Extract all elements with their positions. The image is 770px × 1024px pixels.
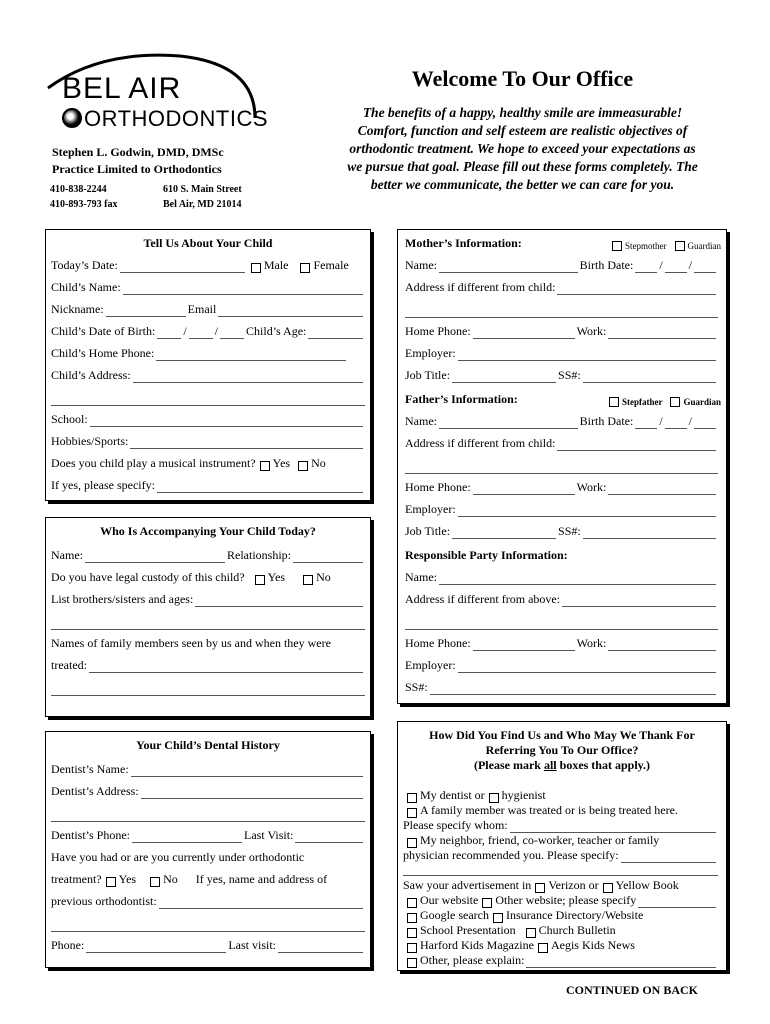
father-name-field[interactable]	[439, 417, 578, 429]
mother-guardian-checkbox[interactable]	[675, 241, 685, 251]
responsible-address-line2[interactable]	[405, 628, 718, 630]
doctor-name: Stephen L. Godwin, DMD, DMSc	[52, 145, 224, 159]
street: 610 S. Main Street	[163, 184, 242, 195]
responsible-home-phone-field[interactable]	[473, 639, 575, 651]
mother-title: Mother’s Information:	[405, 236, 522, 250]
accompany-title: Who Is Accompanying Your Child Today?	[100, 524, 316, 538]
mother-bd-year[interactable]	[694, 261, 716, 273]
father-work-field[interactable]	[608, 483, 716, 495]
responsible-employer-field[interactable]	[458, 661, 716, 673]
mother-work-field[interactable]	[608, 327, 716, 339]
dental-section: Your Child’s Dental History Dentist’s Name: Dentist’s Address: Dentist’s Phone: Last Visit: Have you had or are you currently under orthodontic treatment? Yes No If yes, name and address of previous orthodontist: Phone: Last visit:	[45, 731, 371, 968]
dob-month-field[interactable]	[157, 327, 181, 339]
nickname-field[interactable]	[106, 305, 186, 317]
instrument-no-checkbox[interactable]	[298, 461, 308, 471]
custody-no-checkbox[interactable]	[303, 575, 313, 585]
hygienist-checkbox[interactable]	[489, 793, 499, 803]
school-presentation-checkbox[interactable]	[407, 928, 417, 938]
previous-ortho-field[interactable]	[159, 897, 363, 909]
father-address-line2[interactable]	[405, 472, 718, 474]
continued-on-back: CONTINUED ON BACK	[566, 983, 699, 997]
tooth-globe-icon	[62, 108, 82, 128]
other-website-checkbox[interactable]	[482, 898, 492, 908]
child-address-field[interactable]	[133, 371, 363, 383]
mother-address-line2[interactable]	[405, 316, 718, 318]
parent-section: Mother’s Information: Stepmother Guardian Name: Birth Date: / / Address if different from child: Home Phone: Work: Employer: Job Title: SS#: Father’s Information: Stepfather Guardian Name: Birth Date: / / Address if different from child: Home Phone: Work: Employer: Job Title: SS#: Responsible Party Information: Name: Address if different from above: Home Phone: Work: Employer: SS#:	[397, 229, 727, 704]
father-bd-day[interactable]	[665, 417, 687, 429]
dentist-address-field[interactable]	[141, 787, 363, 799]
child-title: Tell Us About Your Child	[143, 236, 273, 250]
dob-day-field[interactable]	[189, 327, 213, 339]
our-website-checkbox[interactable]	[407, 898, 417, 908]
mother-address-field[interactable]	[557, 283, 716, 295]
stepmother-checkbox[interactable]	[612, 241, 622, 251]
siblings-field[interactable]	[195, 595, 363, 607]
child-address-line2[interactable]	[51, 404, 365, 406]
previous-ortho-line2[interactable]	[51, 930, 365, 932]
phone1: 410-838-2244	[50, 184, 107, 195]
responsible-title: Responsible Party Information:	[405, 548, 568, 562]
father-bd-year[interactable]	[694, 417, 716, 429]
email-field[interactable]	[218, 305, 363, 317]
mother-job-field[interactable]	[452, 371, 556, 383]
yellow-book-checkbox[interactable]	[603, 883, 613, 893]
my-dentist-checkbox[interactable]	[407, 793, 417, 803]
dental-title: Your Child’s Dental History	[136, 738, 280, 752]
responsible-address-field[interactable]	[562, 595, 716, 607]
harford-checkbox[interactable]	[407, 943, 417, 953]
treated-line2[interactable]	[51, 694, 365, 696]
welcome-title: Welcome To Our Office	[411, 66, 634, 91]
instrument-yes-checkbox[interactable]	[260, 461, 270, 471]
mother-ss-field[interactable]	[583, 371, 716, 383]
specify-whom-field[interactable]	[510, 821, 716, 833]
hobbies-field[interactable]	[130, 437, 363, 449]
practice-limit: Practice Limited to Orthodontics	[52, 162, 222, 176]
family-member-checkbox[interactable]	[407, 808, 417, 818]
accompany-section: Who Is Accompanying Your Child Today? Name: Relationship: Do you have legal custody of this child? Yes No List brothers/sisters and ages: Names of family members seen by us and when they were treated:	[45, 517, 371, 717]
child-name-field[interactable]	[123, 283, 363, 295]
father-title: Father’s Information:	[405, 392, 518, 406]
school-field[interactable]	[90, 415, 363, 427]
referral-title: How Did You Find Us and Who May We Thank For Referring You To Our Office? (Please mark all boxes that apply.)	[429, 728, 695, 772]
other-explain-field[interactable]	[526, 956, 716, 968]
responsible-name-field[interactable]	[439, 573, 716, 585]
accompany-name-field[interactable]	[85, 551, 225, 563]
custody-yes-checkbox[interactable]	[255, 575, 265, 585]
father-address-field[interactable]	[557, 439, 716, 451]
welcome-text: The benefits of a happy, healthy smile are immeasurable! Comfort, function and self esteem are realistic objectives of orthodontic treatment. We hope to exceed your expectations as we pursue that goal. Please fill out these forms completely. The better we communicate, the better we can care for you.	[347, 105, 698, 192]
physician-specify-field[interactable]	[621, 851, 716, 863]
logo-line2: ORTHODONTICS	[84, 106, 269, 131]
phone2: 410-893-793 fax	[50, 199, 118, 210]
mother-name-field[interactable]	[439, 261, 578, 273]
father-bd-month[interactable]	[635, 417, 657, 429]
logo-line1: BEL AIR	[62, 72, 182, 105]
mother-bd-day[interactable]	[665, 261, 687, 273]
relationship-field[interactable]	[293, 551, 363, 563]
dentist-phone-field[interactable]	[132, 831, 242, 843]
father-guardian-checkbox[interactable]	[670, 397, 680, 407]
ortho-no-checkbox[interactable]	[150, 877, 160, 887]
age-field[interactable]	[308, 327, 363, 339]
mother-employer-field[interactable]	[458, 349, 716, 361]
neighbor-checkbox[interactable]	[407, 838, 417, 848]
responsible-ss-field[interactable]	[430, 683, 716, 695]
other-checkbox[interactable]	[407, 958, 417, 968]
church-checkbox[interactable]	[526, 928, 536, 938]
female-checkbox[interactable]	[300, 263, 310, 273]
city: Bel Air, MD 21014	[163, 199, 242, 210]
previous-ortho-last-visit-field[interactable]	[278, 941, 363, 953]
aegis-checkbox[interactable]	[538, 943, 548, 953]
dob-year-field[interactable]	[220, 327, 244, 339]
dentist-name-field[interactable]	[131, 765, 363, 777]
verizon-checkbox[interactable]	[535, 883, 545, 893]
siblings-line2[interactable]	[51, 628, 365, 630]
previous-ortho-phone-field[interactable]	[86, 941, 226, 953]
ortho-yes-checkbox[interactable]	[106, 877, 116, 887]
todays-date-field[interactable]	[120, 261, 245, 273]
other-website-field[interactable]	[638, 896, 716, 908]
physician-line2[interactable]	[403, 874, 718, 876]
stepfather-checkbox[interactable]	[609, 397, 619, 407]
father-employer-field[interactable]	[458, 505, 716, 517]
dentist-last-visit-field[interactable]	[295, 831, 363, 843]
dentist-address-line2[interactable]	[51, 820, 365, 822]
google-checkbox[interactable]	[407, 913, 417, 923]
child-home-phone-field[interactable]	[156, 349, 346, 361]
mother-bd-month[interactable]	[635, 261, 657, 273]
father-home-phone-field[interactable]	[473, 483, 575, 495]
treated-field[interactable]	[89, 661, 363, 673]
father-job-field[interactable]	[452, 527, 556, 539]
todays-date-label: Today’s Date:	[51, 258, 118, 272]
instrument-specify-field[interactable]	[157, 481, 363, 493]
insurance-checkbox[interactable]	[493, 913, 503, 923]
responsible-work-field[interactable]	[608, 639, 716, 651]
referral-section: How Did You Find Us and Who May We Thank For Referring You To Our Office? (Please mark all boxes that apply.) My dentist or hygienist A family member was treated or is being treated here. Please specify whom: My neighbor, friend, co-worker, teacher or family physician recommended you. Please specify: Saw your advertisement in Verizon or Yellow Book Our website Other website; please specify Google search Insurance Directory/Website School Presentation Church Bulletin Harford Kids Magazine Aegis Kids News Other, please explain:	[397, 721, 727, 971]
male-checkbox[interactable]	[251, 263, 261, 273]
father-ss-field[interactable]	[583, 527, 716, 539]
mother-home-phone-field[interactable]	[473, 327, 575, 339]
child-section: Tell Us About Your Child Today’s Date: Male Female Child’s Name: Nickname: Email Child’s Date of Birth: / / Child’s Age: Child’s Home Phone: Child’s Address: School: Hobbies/Sports: Does you child play a musical instrument? Yes No If yes, please specify:	[45, 229, 371, 501]
